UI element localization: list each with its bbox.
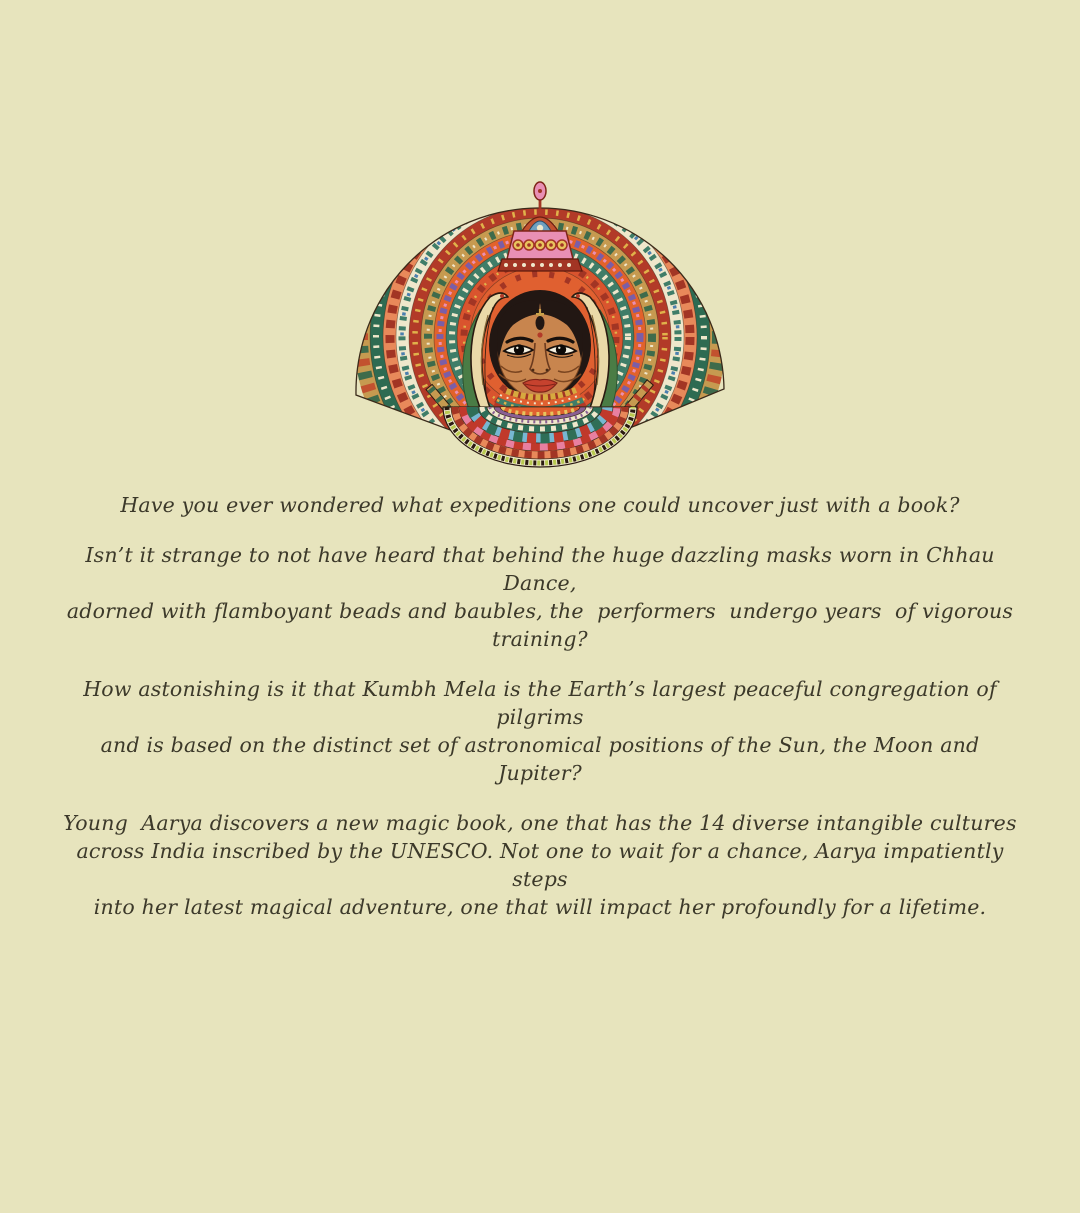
story-line: How astonishing is it that Kumbh Mela is the Earth’s largest peaceful congregation of pilgrims xyxy=(83,677,1004,729)
paragraph-1 xyxy=(60,491,1020,519)
story-line: adorned with flamboyant beads and baubles, the performers undergo years of vigorous xyxy=(66,599,1014,623)
story-line: into her latest magical adventure, one that will impact her profoundly for a lifetime. xyxy=(93,895,987,919)
paragraph-4 xyxy=(60,809,1020,921)
paragraph-2 xyxy=(60,541,1020,653)
paragraph-3 xyxy=(60,675,1020,787)
story-line: Isn’t it strange to not have heard that behind the huge dazzling masks worn in Chhau Dance, xyxy=(85,543,1002,595)
story-line: Have you ever wondered what expeditions one could uncover just with a book? xyxy=(120,493,960,517)
story-line: training? xyxy=(492,627,588,651)
mask-illustration xyxy=(330,145,750,475)
story-line: and is based on the distinct set of astronomical positions of the Sun, the Moon and Jupiter? xyxy=(100,733,987,785)
page xyxy=(0,145,1080,1213)
story-line: across India inscribed by the UNESCO. Not one to wait for a chance, Aarya impatiently steps xyxy=(76,839,1011,891)
chhau-mask-drawing xyxy=(330,145,750,475)
collar xyxy=(443,407,637,467)
face xyxy=(489,290,591,400)
story-text xyxy=(60,491,1020,921)
story-line: Young Aarya discovers a new magic book, one that has the 14 diverse intangible cultures xyxy=(63,811,1017,835)
